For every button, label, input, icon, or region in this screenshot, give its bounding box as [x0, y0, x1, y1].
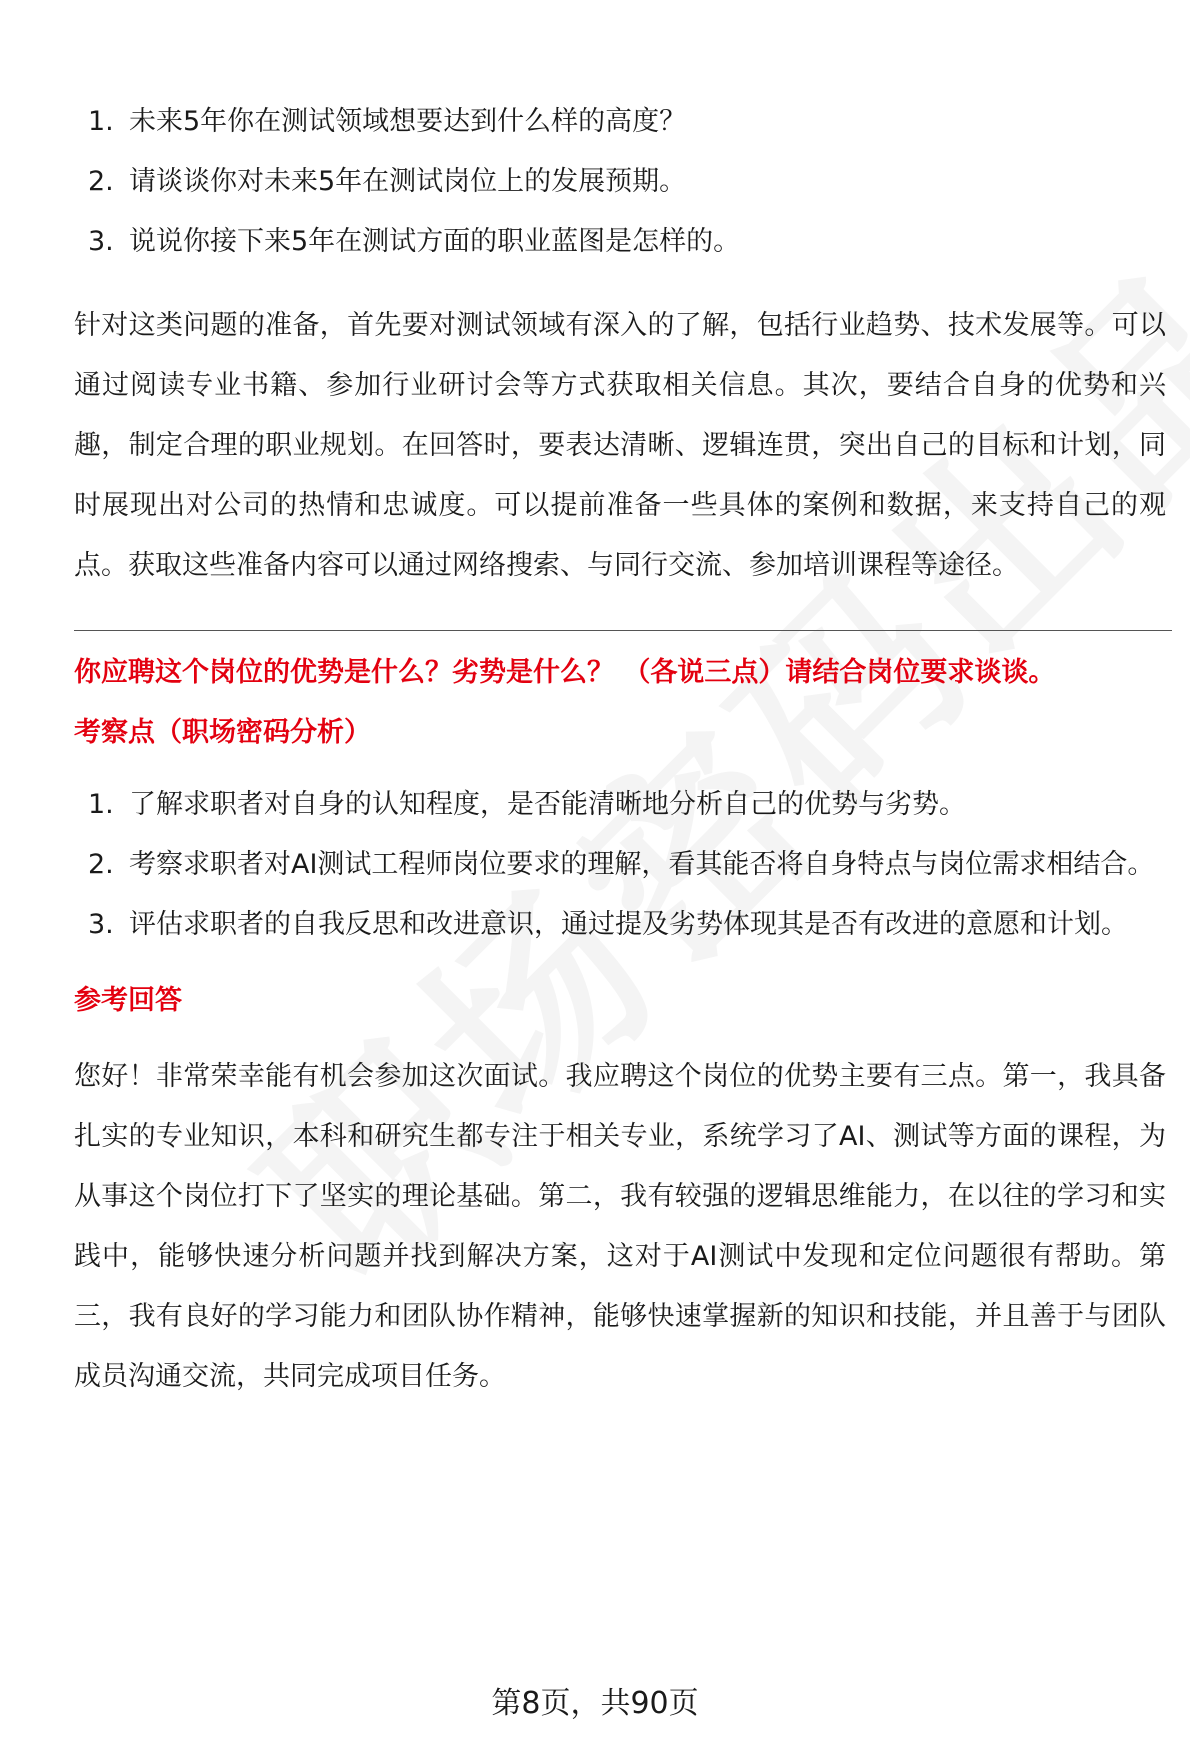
reference-answer-paragraph: 您好！非常荣幸能有机会参加这次面试。我应聘这个岗位的优势主要有三点。第一，我具备扎实的专业知识，本科和研究生都专注于相关专业，系统学习了AI、测试等方面的课程，为从事这个岗位打下了坚实的理论基础。第二，我有较强的逻辑思维能力，在以往的学习和实践中，能够快速分析问题并找到解决方案，这对于AI测试中发现和定位问题很有帮助。第三，我有良好的学习能力和团队协作精神，能够快速掌握新的知识和技能，并且善于与团队成员沟通交流，共同完成项目任务。	[74, 1061, 1166, 1392]
preparation-paragraph: 针对这类问题的准备，首先要对测试领域有深入的了解，包括行业趋势、技术发展等。可以通过阅读专业书籍、参加行业研讨会等方式获取相关信息。其次，要结合自身的优势和兴趣，制定合理的职业规划。在回答时，要表达清晰、逻辑连贯，突出自己的目标和计划，同时展现出对公司的热情和忠诚度。可以提前准备一些具体的案例和数据，来支持自己的观点。获取这些准备内容可以通过网络搜索、与同行交流、参加培训课程等途径。	[74, 310, 1166, 581]
page-content	[74, 92, 1166, 1407]
list-item: 3. 说说你接下来5年在测试方面的职业蓝图是怎样的。	[88, 226, 741, 257]
assessment-heading: 考察点（职场密码分析）	[74, 717, 371, 748]
list-item: 1. 未来5年你在测试领域想要达到什么样的高度？	[88, 106, 687, 137]
list-item: 2. 考察求职者对AI测试工程师岗位要求的理解，看其能否将自身特点与岗位需求相结合。	[88, 849, 1155, 880]
question-heading: 你应聘这个岗位的优势是什么？劣势是什么？ （各说三点）请结合岗位要求谈谈。	[74, 657, 1056, 688]
list-item: 3. 评估求职者的自我反思和改进意识，通过提及劣势体现其是否有改进的意愿和计划。	[88, 909, 1128, 940]
reference-answer-heading: 参考回答	[74, 985, 182, 1016]
page-number-footer: 第8页，共90页	[491, 1686, 699, 1721]
assessment-points-list	[74, 775, 1166, 955]
question-variants-list	[74, 92, 1166, 272]
list-item: 2. 请谈谈你对未来5年在测试岗位上的发展预期。	[88, 166, 687, 197]
list-item: 1. 了解求职者对自身的认知程度，是否能清晰地分析自己的优势与劣势。	[88, 789, 966, 820]
